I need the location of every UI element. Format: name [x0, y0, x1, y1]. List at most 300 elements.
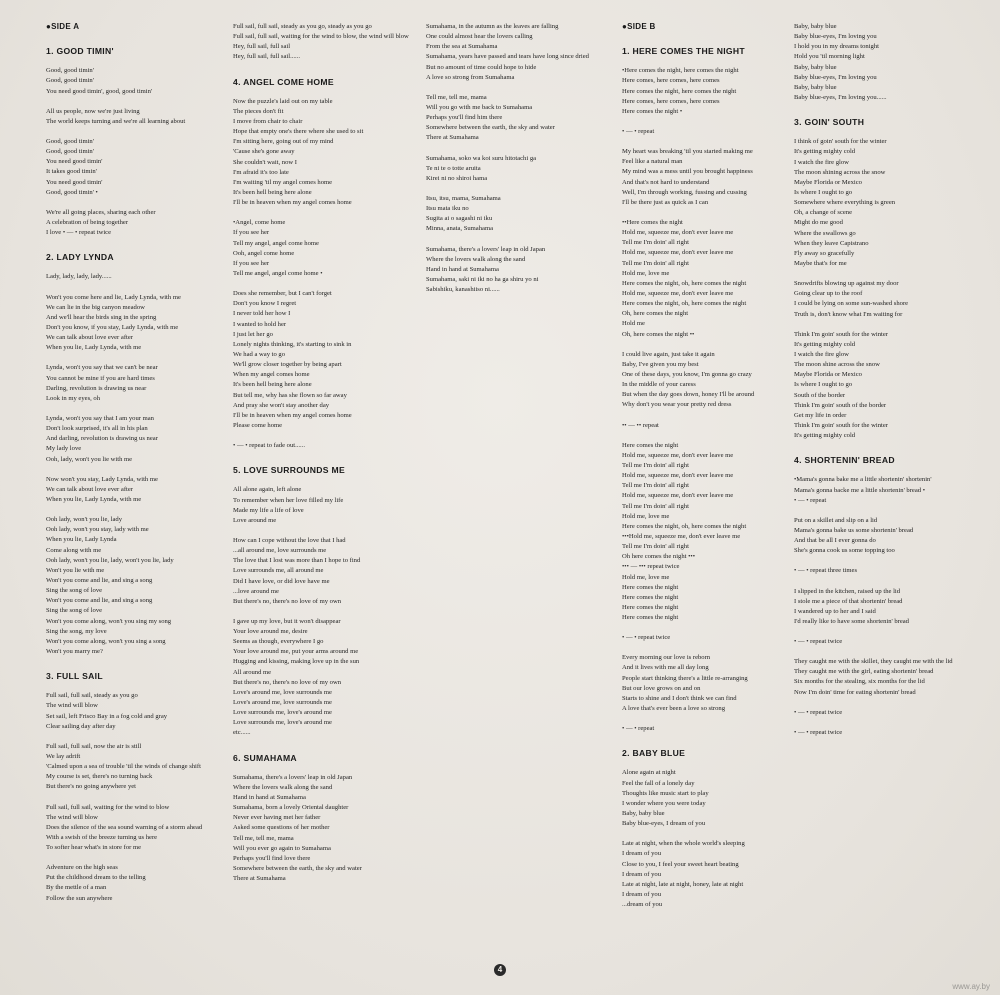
lyrics-stanza — [426, 245, 621, 296]
lyrics-stanza — [794, 708, 989, 718]
lyric-line: Good, good timin' — [46, 77, 94, 85]
lyric-line: I love • — • repeat twice — [46, 229, 112, 237]
lyric-line: It's getting mighty cold — [794, 148, 856, 156]
lyric-line: Ooh, angel come home — [233, 249, 295, 257]
lyric-line: Your love around me, put your arms around me — [233, 648, 359, 656]
lyric-line: We can talk about love ever after — [46, 485, 133, 493]
lyrics-stanza — [794, 22, 989, 103]
page-number: 4 — [494, 964, 506, 976]
lyrics-stanza — [46, 208, 241, 238]
lyrics-stanza — [622, 768, 817, 829]
lyric-line: But our love grows on and on — [622, 684, 701, 692]
lyric-line: Hold me, squeeze me, don't ever leave me — [622, 289, 734, 297]
lyric-line: Hope that empty one's there where she used to sit — [233, 128, 364, 136]
lyric-line: Baby blue-eyes, I'm loving you...... — [794, 93, 887, 101]
lyric-line: I wandered up to her and I said — [794, 607, 876, 615]
lyric-line: Full sail, full sail, waiting for the wind to blow — [46, 803, 170, 811]
lyric-line: Baby, baby blue — [794, 83, 837, 91]
lyric-line: Don't look surprised, it's all in his plan — [46, 425, 148, 433]
lyric-line: Clear sailing day after day — [46, 722, 116, 730]
lyrics-stanza — [622, 350, 817, 411]
lyric-line: ...all around me, love surrounds me — [233, 547, 327, 555]
lyrics-stanza — [46, 742, 241, 793]
lyric-line: Won't you come along, won't you sing a song — [46, 637, 166, 645]
lyric-line: Here comes, here comes, here comes — [622, 77, 720, 85]
lyric-line: It takes good timin' — [46, 168, 97, 176]
lyric-line: Put the childhood dream to the telling — [46, 874, 146, 882]
lyric-line: Hey, full sail, full sail — [233, 43, 291, 51]
lyric-line: Itsu, itsu, mama, Sumahama — [426, 194, 501, 202]
lyrics-stanza — [46, 137, 241, 198]
lyrics-stanza — [46, 414, 241, 465]
lyric-line: Won't you come along, won't you sing my song — [46, 617, 172, 625]
lyric-line: ••Here comes the night — [622, 219, 683, 226]
lyric-line: By the mettle of a man — [46, 884, 107, 892]
lyric-line: They caught me with the girl, eating shortenin' bread — [794, 668, 934, 676]
lyric-line: Feel the fall of a lonely day — [622, 779, 695, 787]
lyric-line: Somewhere between the earth, the sky and water — [233, 865, 362, 873]
lyrics-stanza — [46, 107, 241, 127]
lyric-line: Every morning our love is reborn — [622, 654, 711, 662]
lyric-line: Baby blue-eyes, I dream of you — [622, 820, 706, 828]
lyric-line: The moon shine across the snow — [794, 361, 880, 369]
lyric-line: ...dream of you — [622, 901, 663, 909]
lyric-line: My heart was breaking 'til you started making me — [622, 148, 753, 156]
lyric-line: There at Sumahama — [233, 875, 286, 883]
lyric-line: Asked some questions of her mother — [233, 824, 330, 832]
lyric-line: I watch the fire glow — [794, 350, 849, 358]
lyric-line: Never ever having met her father — [233, 814, 321, 822]
lyrics-stanza — [46, 293, 241, 354]
lyrics-column-2 — [233, 22, 428, 894]
lyric-line: But no amount of time could hope to hide — [426, 63, 537, 71]
watermark-text: www.ay.by — [952, 982, 990, 991]
lyric-line: I gave up my love, but it won't disappear — [233, 617, 341, 625]
lyric-line: • — • repeat — [622, 725, 655, 733]
lyric-line: Here comes the night, here comes the night — [622, 87, 737, 95]
lyric-line: Love's around me, love surrounds me — [233, 699, 332, 707]
lyric-line: In the middle of your caress — [622, 381, 696, 389]
lyric-line: Is where I ought to go — [794, 381, 853, 389]
lyric-line: It's getting mighty cold — [794, 432, 856, 440]
lyric-line: Maybe that's for me — [794, 259, 847, 267]
lyric-line: A love so strong from Sumahama — [426, 73, 515, 81]
lyric-line: Tell me I'm doin' all right — [622, 543, 689, 551]
lyric-line: Why don't you wear your pretty red dress — [622, 401, 732, 409]
lyric-line: Hold me, love me — [622, 512, 670, 520]
lyric-line: But there's no, there's no love of my own — [233, 597, 342, 605]
lyric-line: Ooh, lady, won't you lie with me — [46, 455, 133, 463]
lyric-line: Here comes the night — [622, 614, 679, 622]
lyric-line: Now won't you stay, Lady Lynda, with me — [46, 475, 158, 483]
lyric-line: And darling, revolution is drawing us near — [46, 435, 158, 443]
lyrics-stanza — [233, 218, 428, 279]
lyric-line: If you see her — [233, 259, 270, 267]
lyric-line: • — • repeat — [622, 128, 655, 136]
lyric-line: But tell me, why has she flown so far away — [233, 391, 347, 399]
song-title: 1. GOOD TIMIN' — [46, 46, 114, 57]
lyric-line: Hold me, squeeze me, don't ever leave me — [622, 229, 734, 237]
lyrics-stanza — [622, 421, 817, 431]
lyric-line: But when the day goes down, honey I'll be around — [622, 391, 755, 399]
lyric-line: • — • repeat twice — [794, 728, 843, 736]
lyric-line: • — • repeat twice — [794, 708, 843, 716]
lyric-line: I think of goin' south for the winter — [794, 138, 887, 146]
lyric-line: Snowdrifts blowing up against my door — [794, 280, 899, 288]
lyric-line: Put on a skillet and slip on a lid — [794, 516, 878, 524]
song-title: 4. ANGEL COME HOME — [233, 76, 334, 87]
lyric-line: Hold you 'til morning light — [794, 53, 865, 61]
lyric-line: Hold me, squeeze me, don't ever leave me — [622, 451, 734, 459]
lyric-line: Sing the song of love — [46, 607, 103, 615]
lyric-line: Here comes the night — [622, 593, 679, 601]
lyric-line: Ooh lady, won't you lie, lady, won't you lie, lady — [46, 556, 174, 564]
lyric-line: I never told her how I — [233, 310, 291, 318]
lyrics-column-5 — [794, 22, 989, 748]
lyrics-stanza — [794, 516, 989, 557]
lyric-line: Baby, baby blue — [622, 810, 665, 818]
lyrics-column-1 — [46, 22, 241, 914]
lyric-line: To softer hear what's in store for me — [46, 844, 142, 852]
lyric-line: Now I'm doin' time for eating shortenin' bread — [794, 688, 916, 696]
lyric-line: Kirei ni no shiroi hama — [426, 174, 488, 182]
song-title: 2. BABY BLUE — [622, 748, 686, 759]
lyric-line: Alone again at night — [622, 769, 676, 777]
lyric-line: Hold me, squeeze me, don't ever leave me — [622, 472, 734, 480]
lyric-line: Sumahama, born a lovely Oriental daughter — [233, 804, 349, 812]
lyric-line: • — • repeat twice — [622, 634, 671, 642]
side-heading: ●SIDE B — [622, 22, 656, 31]
lyric-line: Tell me, tell me, mama — [233, 834, 294, 842]
lyric-line: Oh, here comes the night •• — [622, 330, 695, 338]
lyric-line: The pieces don't fit — [233, 107, 284, 115]
lyric-line: When you lie, Lady Lynda — [46, 536, 117, 544]
lyric-line: You need good timin', good, good timin' — [46, 87, 153, 95]
lyrics-stanza — [46, 691, 241, 732]
lyrics-stanza — [794, 330, 989, 442]
lyric-line: Truth is, don't know what I'm waiting for — [794, 310, 903, 318]
lyrics-stanza — [622, 839, 817, 910]
lyrics-stanza — [426, 154, 621, 184]
lyrics-stanza — [233, 617, 428, 739]
lyrics-stanza — [46, 515, 241, 657]
lyric-line: With a swish of the breeze turning us here — [46, 833, 158, 841]
lyric-line: To remember when her love filled my life — [233, 496, 344, 504]
lyric-line: Lonely nights thinking, it's starting to sink in — [233, 340, 352, 348]
lyric-line: If you see her — [233, 229, 270, 237]
side-heading: ●SIDE A — [46, 22, 80, 31]
lyric-line: I wonder where you were today — [622, 799, 706, 807]
song-title: 3. GOIN' SOUTH — [794, 117, 865, 128]
lyrics-stanza — [794, 279, 989, 320]
lyric-line: Feel like a natural man — [622, 158, 683, 166]
lyric-line: Here comes the night, oh, here comes the night — [622, 300, 747, 308]
lyric-line: Won't you come here and lie, Lady Lynda, with me — [46, 293, 181, 301]
lyric-line: Seems as though, everywhere I go — [233, 638, 324, 646]
lyric-line: They caught me with the skillet, they caught me with the lid — [794, 658, 953, 666]
lyric-line: Perhaps you'll find love there — [233, 854, 311, 862]
lyric-line: When my angel comes home — [233, 371, 310, 379]
lyric-line: And we'll hear the birds sing in the spring — [46, 313, 157, 321]
lyric-line: Baby blue-eyes, I'm loving you — [794, 33, 877, 41]
lyric-line: Good, good timin' — [46, 67, 94, 75]
lyric-line: Did I have love, or did love have me — [233, 577, 330, 585]
lyric-line: Ooh lady, won't you stay, lady with me — [46, 526, 149, 534]
lyric-line: Follow the sun anywhere — [46, 894, 113, 902]
lyric-line: Hold me, squeeze me, don't ever leave me — [622, 249, 734, 257]
lyric-line: We can lie in the big canyon meadow — [46, 303, 145, 311]
lyric-line: Sing the song, my love — [46, 627, 107, 635]
lyric-line: Baby, I've given you my best — [622, 360, 699, 368]
lyric-line: Don't you know I regret — [233, 300, 297, 308]
lyric-line: You cannot be mine if you are hard times — [46, 374, 155, 382]
lyric-line: The world keeps turning and we're all learning about — [46, 117, 186, 125]
lyric-line: Late at night, when the whole world's sleeping — [622, 840, 745, 848]
lyric-line: Love surrounds me, all around me — [233, 567, 324, 575]
lyric-line: My mind was a mess until you brought happiness — [622, 168, 753, 176]
lyric-line: Where the lovers walk along the sand — [233, 783, 333, 791]
lyric-line: Think I'm goin' south for the winter — [794, 330, 888, 338]
lyrics-stanza — [426, 194, 621, 235]
lyrics-stanza — [46, 475, 241, 505]
lyrics-stanza — [46, 363, 241, 404]
lyric-line: Sumahama, in the autumn as the leaves are falling — [426, 23, 559, 30]
lyric-line: I watch the fire glow — [794, 158, 849, 166]
lyric-line: Now the puzzle's laid out on my table — [233, 97, 333, 105]
lyrics-stanza — [622, 147, 817, 208]
lyric-line: Sabishiku, kanashiiso ni...... — [426, 286, 500, 294]
lyrics-stanza — [46, 803, 241, 854]
lyric-line: I'm afraid it's too late — [233, 168, 289, 176]
lyric-line: The moon shining across the snow — [794, 168, 886, 176]
lyric-line: I could be lying on some sun-washed shore — [794, 300, 909, 308]
lyric-line: Sumahama, there's a lovers' leap in old Japan — [426, 245, 546, 253]
lyric-line: Lady, lady, lady, lady...... — [46, 273, 112, 281]
lyric-line: Get my life in order — [794, 411, 847, 419]
lyric-line: Might do me good — [794, 219, 843, 227]
lyric-line: The wind will blow — [46, 702, 98, 710]
lyric-line: My course is set, there's no turning back — [46, 773, 153, 781]
lyric-line: I'm sitting here, going out of my mind — [233, 138, 334, 146]
lyric-line: •Angel, come home — [233, 219, 286, 227]
lyric-line: Oh here comes the night ••• — [622, 553, 696, 561]
song-title: 6. SUMAHAMA — [233, 752, 297, 763]
lyric-line: Love surrounds me, love's around me — [233, 719, 332, 727]
lyric-line: Mama's gonna backe me a little shortenin' bread • — [794, 486, 926, 494]
lyric-line: •• — •• repeat — [622, 421, 659, 429]
lyric-line: It's been hell being here alone — [233, 188, 312, 196]
lyric-line: Come along with me — [46, 546, 102, 554]
lyric-line: Hold me, love me — [622, 269, 670, 277]
lyric-line: Baby blue-eyes, I'm loving you — [794, 73, 877, 81]
lyric-line: Tell me I'm doin' all right — [622, 482, 689, 490]
lyric-line: Sumahama, saki ni iki no ha ga shiru yo ni — [426, 275, 539, 283]
lyric-line: We're all going places, sharing each other — [46, 208, 156, 216]
song-title: 2. LADY LYNDA — [46, 252, 114, 263]
song-title: 5. LOVE SURROUNDS ME — [233, 465, 346, 476]
lyric-line: I dream of you — [622, 870, 661, 878]
lyric-line: •Mama's gonna bake me a little shortenin' shortenin' — [794, 476, 932, 484]
lyric-line: Here comes the night — [622, 583, 679, 591]
lyric-line: Hugging and kissing, making love up in the sun — [233, 658, 360, 666]
lyrics-stanza — [622, 127, 817, 137]
lyric-line: You need good timin' — [46, 178, 103, 186]
lyric-line: Here comes the night — [622, 603, 679, 611]
lyric-line: •••Hold me, squeeze me, don't ever leave me — [622, 532, 741, 540]
lyric-line: Going clear up to the roof — [794, 290, 863, 298]
lyric-line: But there's no, there's no love of my own — [233, 678, 342, 686]
lyric-line: And that be all I ever gonna do — [794, 537, 876, 545]
lyric-line: Won't you lie with me — [46, 566, 105, 574]
song-title: 3. FULL SAIL — [46, 671, 103, 682]
lyrics-stanza — [426, 22, 621, 83]
lyric-line: I stole me a piece of that shortenin' bread — [794, 597, 903, 605]
lyric-line: Sumahama, soko wa koi suru hitotachi ga — [426, 154, 537, 162]
lyric-line: 'Calmed upon a sea of trouble 'til the winds of change shift — [46, 763, 201, 771]
lyrics-stanza — [794, 587, 989, 628]
lyric-line: We can talk about love ever after — [46, 334, 133, 342]
lyric-line: Good, good timin' — [46, 148, 94, 156]
lyric-line: ••• — ••• repeat twice — [622, 563, 680, 571]
lyric-line: Think I'm goin' south of the border — [794, 401, 887, 409]
lyric-line: Perhaps you'll find him there — [426, 114, 503, 122]
lyrics-stanza — [794, 137, 989, 269]
lyric-line: The wind will blow — [46, 813, 98, 821]
lyrics-stanza — [233, 485, 428, 526]
lyric-line: Love's around me, love surrounds me — [233, 688, 332, 696]
lyrics-stanza — [233, 289, 428, 431]
lyric-line: 'Cause she's gone away — [233, 148, 295, 156]
lyrics-stanza — [46, 863, 241, 904]
lyric-line: And it lives with me all day long — [622, 664, 709, 672]
lyric-line: Well, I'm through working, fussing and cussing — [622, 188, 747, 196]
lyric-line: Tell me angel, angel come home • — [233, 269, 323, 277]
lyric-line: •Here comes the night, here comes the night — [622, 67, 739, 75]
lyric-line: When you lie, Lady Lynda, with me — [46, 495, 142, 503]
lyric-line: Oh, here comes the night — [622, 310, 689, 318]
lyrics-stanza — [46, 272, 241, 282]
lyric-line: Baby, baby blue — [794, 23, 837, 30]
lyric-line: When they leave Capistrano — [794, 239, 869, 247]
lyric-line: Somewhere where everything is green — [794, 199, 896, 207]
lyrics-stanza — [426, 93, 621, 144]
lyric-line: I hold you in my dreams tonight — [794, 43, 879, 51]
lyric-line: How can I cope without the love that I had — [233, 536, 346, 544]
lyric-line: I slipped in the kitchen, raised up the lid — [794, 587, 901, 595]
lyrics-column-4 — [622, 22, 817, 920]
lyric-line: One of these days, you know, I'm gonna go crazy — [622, 370, 752, 378]
lyric-line: ...love around me — [233, 587, 279, 595]
lyric-line: All us people, now we're just living — [46, 107, 140, 115]
lyric-line: We lay adrift — [46, 752, 81, 760]
lyric-line: I could live again, just take it again — [622, 350, 715, 358]
lyrics-stanza — [622, 653, 817, 714]
lyric-line: I dream of you — [622, 850, 661, 858]
lyric-line: It's been hell being here alone — [233, 381, 312, 389]
lyric-line: Maybe Florida or Mexico — [794, 178, 862, 186]
lyric-line: Itsu mata iku no — [426, 205, 469, 213]
lyric-line: etc...... — [233, 729, 251, 737]
lyric-line: My lady love — [46, 445, 82, 453]
lyric-line: Sugita ai o sagashi ni iku — [426, 215, 493, 223]
lyric-line: You need good timin' — [46, 158, 103, 166]
lyric-line: We'll grow closer together by being apart — [233, 361, 342, 369]
lyrics-stanza — [794, 566, 989, 576]
lyric-line: I'd really like to have some shortenin' bread — [794, 617, 909, 625]
song-title: 4. SHORTENIN' BREAD — [794, 455, 895, 466]
lyric-line: Sumahama, there's a lovers' leap in old Japan — [233, 773, 353, 781]
lyric-line: Will you go with me back to Sumahama — [426, 103, 533, 111]
lyric-line: • — • repeat to fade out...... — [233, 442, 305, 450]
lyric-line: Lynda, won't you say that we can't be near — [46, 364, 158, 372]
lyric-line: Here comes the night, oh, here comes the night — [622, 279, 747, 287]
lyric-line: • — • repeat — [794, 496, 827, 504]
lyric-line: Won't you come and lie, and sing a song — [46, 576, 153, 584]
lyrics-stanza — [233, 97, 428, 209]
lyric-line: Mama's gonna bake us some shortenin' bread — [794, 526, 914, 534]
lyric-line: South of the border — [794, 391, 846, 399]
lyric-line: There at Sumahama — [426, 134, 479, 142]
lyrics-stanza — [233, 536, 428, 607]
lyrics-stanza — [794, 657, 989, 698]
lyric-line: And that's not hard to understand — [622, 178, 710, 186]
lyrics-stanza — [622, 66, 817, 117]
lyric-line: Baby, baby blue — [794, 63, 837, 71]
lyrics-stanza — [622, 218, 817, 340]
lyric-line: Tell me I'm doin' all right — [622, 502, 689, 510]
lyric-line: I'll be in heaven when my angel comes home — [233, 411, 352, 419]
lyrics-stanza — [46, 66, 241, 96]
lyric-line: Thoughts like music start to play — [622, 789, 709, 797]
lyric-line: Tell my angel, angel come home — [233, 239, 319, 247]
lyric-line: Te ni te o totte aruita — [426, 164, 481, 172]
lyric-line: I'll be in heaven when my angel comes home — [233, 199, 352, 207]
lyric-line: Your love around me, desire — [233, 628, 308, 636]
lyric-line: Darling, revolution is drawing us near — [46, 384, 147, 392]
lyric-line: Look in my eyes, oh — [46, 394, 101, 402]
lyric-line: All alone again, left alone — [233, 486, 302, 494]
lyric-line: Is where I ought to go — [794, 188, 853, 196]
lyric-line: When you lie, Lady Lynda, with me — [46, 344, 142, 352]
lyric-line: Hold me — [622, 320, 645, 328]
lyric-line: I move from chair to chair — [233, 118, 303, 125]
lyrics-stanza — [622, 441, 817, 624]
lyric-line: Fly away so gracefully — [794, 249, 855, 257]
lyrics-stanza — [794, 728, 989, 738]
lyrics-stanza — [794, 475, 989, 505]
lyric-line: I dream of you — [622, 891, 661, 899]
lyric-line: Hey, full sail, full sail...... — [233, 53, 300, 61]
lyric-line: I'll be there just as quick as I can — [622, 198, 709, 206]
lyric-line: Hand in hand at Sumahama — [233, 794, 306, 802]
lyric-line: Love around me — [233, 516, 277, 524]
lyric-line: One could almost hear the lovers calling — [426, 33, 533, 41]
lyric-line: We had a way to go — [233, 350, 286, 358]
lyric-line: A celebration of being together — [46, 219, 129, 226]
lyric-line: Somewhere between the earth, the sky and water — [426, 124, 555, 132]
lyric-line: Starts to shine and I don't think we can find — [622, 694, 737, 702]
lyric-line: All around me — [233, 668, 272, 676]
lyric-line: Tell me I'm doin' all right — [622, 259, 689, 267]
lyric-line: A love that's ever been a love so strong — [622, 705, 725, 713]
lyric-line: Won't you come and lie, and sing a song — [46, 597, 153, 605]
lyric-line: Full sail, full sail, steady as you go, steady as you go — [233, 23, 372, 30]
lyric-line: Maybe Florida or Mexico — [794, 371, 862, 379]
lyric-line: Good, good timin' • — [46, 188, 98, 196]
lyric-line: I just let her go — [233, 330, 273, 338]
lyric-line: Tell me I'm doin' all right — [622, 461, 689, 469]
lyric-line: Hand in hand at Sumahama — [426, 265, 499, 273]
